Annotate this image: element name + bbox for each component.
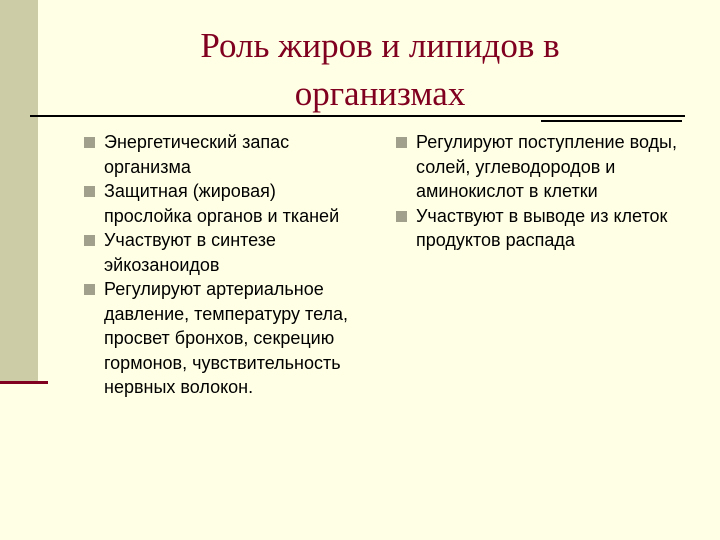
list-item	[84, 179, 364, 228]
list-item-text: Участвуют в синтезе эйкозаноидов	[104, 230, 276, 275]
square-bullet-icon	[396, 137, 407, 148]
square-bullet-icon	[84, 284, 95, 295]
left-bullet-list	[84, 130, 364, 400]
list-item	[396, 204, 696, 253]
square-bullet-icon	[84, 235, 95, 246]
list-item	[84, 277, 364, 400]
decorative-side-bar	[0, 0, 48, 383]
square-bullet-icon	[84, 137, 95, 148]
square-bullet-icon	[396, 211, 407, 222]
right-bullet-list	[396, 130, 696, 253]
list-item-text: Регулируют поступление воды, солей, углеводородов и аминокислот в клетки	[416, 132, 677, 201]
list-item-text: Энергетический запас организма	[104, 132, 290, 177]
square-bullet-icon	[84, 186, 95, 197]
list-item	[84, 228, 364, 277]
list-item	[84, 130, 364, 179]
title-divider	[30, 115, 685, 117]
title-divider-accent	[541, 120, 682, 122]
list-item-text: Защитная (жировая) прослойка органов и тканей	[104, 181, 340, 226]
list-item-text: Регулируют артериальное давление, температуру тела, просвет бронхов, секрецию гормонов, чувствительность нервных волокон.	[104, 279, 349, 397]
slide-title: Роль жиров и липидов в организмах	[200, 26, 560, 113]
list-item-text: Участвуют в выводе из клеток продуктов распада	[416, 205, 668, 250]
side-bar-underline	[0, 381, 48, 384]
list-item	[396, 130, 696, 204]
